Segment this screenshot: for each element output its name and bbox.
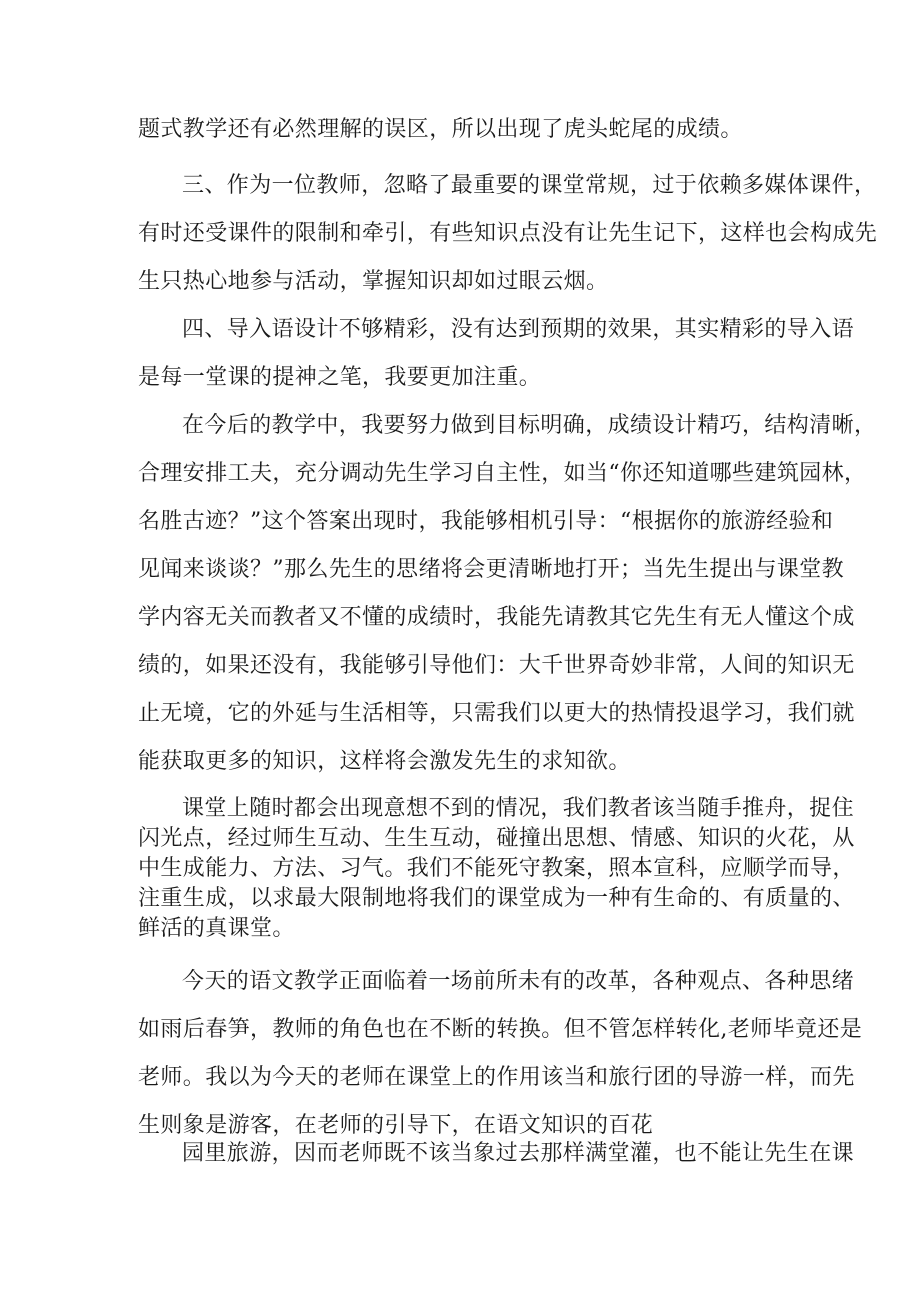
text-line: 在今后的教学中，我要努力做到目标明确，成绩设计精巧，结构清晰， [182,413,877,438]
text-line: 见闻来谈谈？”那么先生的思绪将会更清晰地打开；当先生提出与课堂教 [138,557,845,582]
text-line: 注重生成，以求最大限制地将我们的课堂成为一种有生命的、有质量的、 [138,886,855,911]
text-line: 学内容无关而教者又不懂的成绩时，我能先请教其它先生有无人懂这个成 [138,605,855,630]
paragraph-point-three [138,162,878,306]
paragraph-reform [138,958,863,1150]
text-line: 合理安排工夫，充分调动先生学习自主性，如当“你还知道哪些建筑园林， [138,461,867,486]
text-line: 课堂上随时都会出现意想不到的情况，我们教者该当随手推舟，捉住 [182,796,855,821]
text-line: 老师。我以为今天的老师在课堂上的作用该当和旅行团的导游一样，而先 [138,1065,855,1090]
text-line: 有时还受课件的限制和牵引，有些知识点没有让先生记下，这样也会构成先 [138,221,878,246]
text-line: 名胜古迹？”这个答案出现时，我能够相机引导：“根据你的旅游经验和 [138,509,834,534]
text-line: 四、导入语设计不够精彩，没有达到预期的效果，其实精彩的导入语 [182,317,855,342]
text-line: 止无境，它的外延与生活相等，只需我们以更大的热情投退学习，我们就 [138,701,855,726]
paragraph-point-four [138,306,855,402]
text-line: 鲜活的真课堂。 [138,916,295,941]
text-line: 生则象是游客，在老师的引导下，在语文知识的百花 [138,1113,654,1138]
text-line: 三、作为一位教师，忽略了最重要的课堂常规，过于依赖多媒体课件， [182,173,877,198]
text-line: 园里旅游，因而老师既不该当象过去那样满堂灌，也不能让先生在课 [182,1141,855,1166]
text-line: 能获取更多的知识，这样将会激发先生的求知欲。 [138,749,631,774]
text-line: 中生成能力、方法、习气。我们不能死守教案，照本宣科，应顺学而导， [138,856,855,881]
text-line: 是每一堂课的提神之笔，我要更加注重。 [138,365,542,390]
text-line: 闪光点，经过师生互动、生生互动，碰撞出思想、情感、知识的火花，从 [138,826,855,851]
paragraph-garden [138,1130,855,1178]
text-line: 生只热心地参与活动，掌握知识却如过眼云烟。 [138,269,609,294]
paragraph-future-teaching [138,402,877,786]
text-line: 如雨后春笋，教师的角色也在不断的转换。但不管怎样转化,老师毕竟还是 [138,1017,863,1042]
paragraph-classroom-situations [138,794,855,944]
text-line: 今天的语文教学正面临着一场前所未有的改革，各种观点、各种思绪 [182,969,855,994]
paragraph-continuation [138,106,788,154]
text-line: 绩的，如果还没有，我能够引导他们：大千世界奇妙非常，人间的知识无 [138,653,855,678]
text-line: 题式教学还有必然理解的误区，所以出现了虎头蛇尾的成绩。 [138,117,743,142]
